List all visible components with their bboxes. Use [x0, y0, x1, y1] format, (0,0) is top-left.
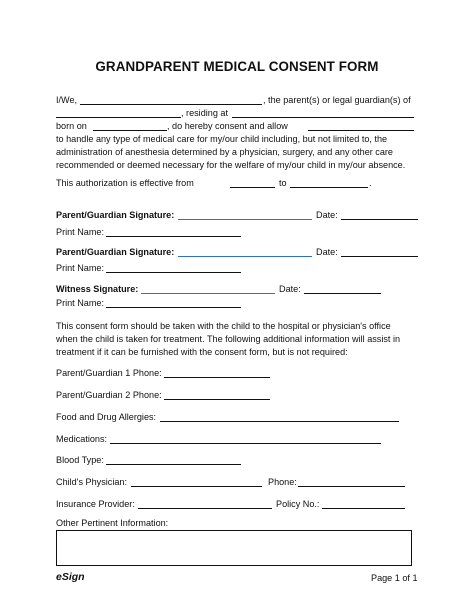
parent2-signature-field[interactable]: [178, 256, 312, 257]
page-number: Page 1 of 1: [371, 573, 418, 583]
witness-print-name-field[interactable]: [106, 307, 241, 308]
witness-date-label: Date:: [279, 284, 301, 294]
parent1-date-label: Date:: [316, 210, 338, 220]
phone1-label: Parent/Guardian 1 Phone:: [56, 368, 162, 378]
parent1-print-name-label: Print Name:: [56, 227, 105, 237]
other-info-textbox[interactable]: [56, 530, 412, 566]
insurance-field[interactable]: [138, 508, 272, 509]
consent-note-line-3: treatment if it can be furnished with the consent form, but is not required:: [56, 347, 348, 357]
allergies-field[interactable]: [160, 421, 399, 422]
parent-names-field[interactable]: [80, 104, 262, 105]
intro-line-1: to handle any type of medical care for my/our child including, but not limited to, the: [56, 134, 388, 144]
allergies-label: Food and Drug Allergies:: [56, 412, 157, 422]
consent-text: , do hereby consent and allow: [167, 121, 288, 131]
form-title: GRANDPARENT MEDICAL CONSENT FORM: [95, 59, 379, 74]
policy-field[interactable]: [322, 508, 405, 509]
medications-field[interactable]: [110, 443, 381, 444]
witness-signature-label: Witness Signature:: [56, 284, 139, 294]
birth-date-field[interactable]: [93, 130, 167, 131]
parents-text: , the parent(s) or legal guardian(s) of: [263, 95, 411, 105]
policy-label: Policy No.:: [276, 499, 320, 509]
parent2-date-label: Date:: [316, 247, 338, 257]
physician-field[interactable]: [131, 486, 262, 487]
phone2-label: Parent/Guardian 2 Phone:: [56, 390, 162, 400]
parent1-signature-label: Parent/Guardian Signature:: [56, 210, 175, 220]
consent-note-line-1: This consent form should be taken with the child to the hospital or physician's office: [56, 321, 391, 331]
medications-label: Medications:: [56, 434, 108, 444]
witness-signature-field[interactable]: [141, 293, 275, 294]
authorization-end: .: [369, 178, 372, 188]
iwe-label: I/We,: [56, 95, 78, 105]
phone1-field[interactable]: [164, 377, 270, 378]
parent2-signature-label: Parent/Guardian Signature:: [56, 247, 175, 257]
insurance-label: Insurance Provider:: [56, 499, 135, 509]
physician-phone-label: Phone:: [268, 477, 297, 487]
blood-type-field[interactable]: [106, 464, 241, 465]
authorization-text: This authorization is effective from: [56, 178, 194, 188]
parent2-date-field[interactable]: [341, 256, 418, 257]
parent2-print-name-label: Print Name:: [56, 263, 105, 273]
intro-line-2: administration of anesthesia determined by a physician, surgery, and any other care: [56, 147, 393, 157]
effective-from-field[interactable]: [230, 187, 275, 188]
consent-note-line-2: when the child is taken for treatment. The following additional information will assist in: [56, 334, 401, 344]
parent1-signature-field[interactable]: [178, 219, 312, 220]
witness-print-name-label: Print Name:: [56, 298, 105, 308]
authorization-to: to: [279, 178, 287, 188]
address-field[interactable]: [232, 117, 414, 118]
parent1-date-field[interactable]: [341, 219, 418, 220]
child-name-field[interactable]: [56, 117, 181, 118]
physician-phone-field[interactable]: [298, 486, 405, 487]
parent1-print-name-field[interactable]: [106, 236, 241, 237]
blood-type-label: Blood Type:: [56, 455, 104, 465]
esign-logo: eSign: [56, 571, 85, 583]
witness-date-field[interactable]: [304, 293, 381, 294]
parent2-print-name-field[interactable]: [106, 272, 241, 273]
physician-label: Child's Physician:: [56, 477, 127, 487]
effective-to-field[interactable]: [290, 187, 368, 188]
intro-line-3: recommended or deemed necessary for the welfare of my/our child in my/our absence.: [56, 160, 406, 170]
residing-at-label: , residing at: [181, 108, 229, 118]
phone2-field[interactable]: [164, 399, 270, 400]
grandparent-name-field[interactable]: [308, 130, 414, 131]
born-on-label: born on: [56, 121, 87, 131]
other-info-label: Other Pertinent Information:: [56, 518, 169, 528]
